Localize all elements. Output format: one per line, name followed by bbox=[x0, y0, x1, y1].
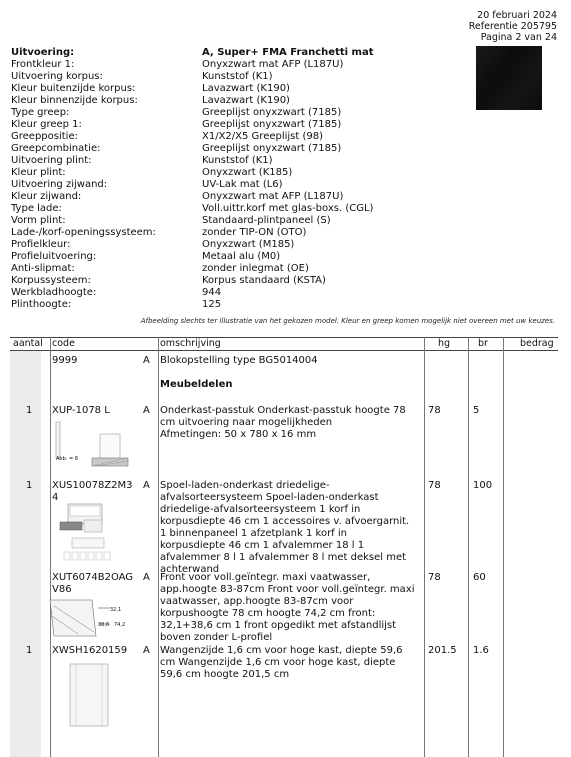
item-variant: A bbox=[143, 480, 150, 491]
spec-label: Profielkleur: bbox=[11, 239, 71, 250]
spec-row bbox=[11, 95, 471, 107]
spec-row bbox=[11, 251, 471, 263]
spec-value: zonder inlegmat (OE) bbox=[202, 263, 309, 274]
item-height: 78 bbox=[428, 572, 441, 583]
item-variant: A bbox=[143, 572, 150, 583]
spec-label: Kleur binnenzijde korpus: bbox=[11, 95, 138, 106]
spec-label: Kleur buitenzijde korpus: bbox=[11, 83, 136, 94]
item-description: Wangenzijde 1,6 cm voor hoge kast, diepte 59,6 cm Wangenzijde 1,6 cm voor hoge kast, diepte 59,6 cm hoogte 201,5 cm bbox=[160, 645, 403, 680]
th-hg: hg bbox=[438, 338, 451, 349]
item-code: 9999 bbox=[52, 355, 78, 366]
th-bedrag: bedrag bbox=[520, 338, 554, 349]
spec-value: Voll.uittr.korf met glas-boxs. (CGL) bbox=[202, 203, 374, 214]
spec-label: Greepcombinatie: bbox=[11, 143, 101, 154]
table-header bbox=[10, 337, 558, 351]
filler-panel-thumbnail bbox=[42, 420, 132, 473]
item-code: XUT6074B2OAGV86 bbox=[52, 572, 134, 595]
illustration-note: Afbeelding slechts ter illustratie van het gekozen model. Kleur en greep komen mogelijk niet overeen met uw keuzes. bbox=[140, 317, 555, 325]
drawer-cabinet-thumbnail bbox=[42, 500, 132, 575]
item-description: Blokopstelling type BG5014004 bbox=[160, 355, 318, 366]
item-code: XUP-1078 L bbox=[52, 405, 110, 416]
spec-label: Type greep: bbox=[11, 107, 70, 118]
item-quantity: 1 bbox=[26, 405, 33, 416]
spec-heading-label: Uitvoering: bbox=[11, 47, 75, 58]
item-height: 78 bbox=[428, 405, 441, 416]
spec-row bbox=[11, 203, 471, 215]
spec-row bbox=[11, 83, 471, 95]
spec-label: Profieluitvoering: bbox=[11, 251, 97, 262]
spec-row bbox=[11, 59, 471, 71]
spec-row bbox=[11, 131, 471, 143]
spec-heading-value: A, Super+ FMA Franchetti mat bbox=[202, 47, 374, 58]
col-divider bbox=[424, 337, 425, 757]
col-divider bbox=[468, 337, 469, 757]
header-reference: Referentie 205795 bbox=[468, 21, 557, 32]
item-variant: A bbox=[143, 405, 150, 416]
item-height: 78 bbox=[428, 480, 441, 491]
spec-value: Kunststof (K1) bbox=[202, 155, 273, 166]
spec-value: Lavazwart (K190) bbox=[202, 83, 290, 94]
col-divider bbox=[503, 337, 504, 757]
spec-row bbox=[11, 299, 471, 311]
spec-value: Kunststof (K1) bbox=[202, 71, 273, 82]
spec-row bbox=[11, 143, 471, 155]
item-quantity: 1 bbox=[26, 480, 33, 491]
spec-label: Uitvoering plint: bbox=[11, 155, 92, 166]
spec-label: Kleur plint: bbox=[11, 167, 66, 178]
spec-value: Greeplijst onyxzwart (7185) bbox=[202, 143, 342, 154]
spec-value: Lavazwart (K190) bbox=[202, 95, 290, 106]
spec-value: Onyxzwart mat AFP (L187U) bbox=[202, 191, 344, 202]
spec-value: UV-Lak mat (L6) bbox=[202, 179, 283, 190]
dishwasher-front-thumbnail bbox=[42, 596, 132, 643]
spec-value: Greeplijst onyxzwart (7185) bbox=[202, 107, 342, 118]
spec-value: Onyxzwart mat AFP (L187U) bbox=[202, 59, 344, 70]
th-code: code bbox=[52, 338, 75, 349]
spec-label: Frontkleur 1: bbox=[11, 59, 75, 70]
side-panel-thumbnail bbox=[42, 660, 132, 733]
spec-value: 125 bbox=[202, 299, 222, 310]
spec-value: Metaal alu (M0) bbox=[202, 251, 281, 262]
item-code: XUS10078Z2M34 bbox=[52, 480, 133, 503]
spec-label: Plinthoogte: bbox=[11, 299, 72, 310]
spec-row bbox=[11, 263, 471, 275]
header-date: 20 februari 2024 bbox=[477, 10, 557, 21]
item-quantity: 1 bbox=[26, 645, 33, 656]
spec-value: Greeplijst onyxzwart (7185) bbox=[202, 119, 342, 130]
thumbnail-label: 38,6 bbox=[98, 622, 110, 628]
front-color-swatch bbox=[476, 46, 542, 110]
section-title-text: Meubeldelen bbox=[160, 379, 233, 390]
item-height: 201.5 bbox=[428, 645, 457, 656]
th-aantal: aantal bbox=[13, 338, 43, 349]
spec-row bbox=[11, 119, 471, 131]
spec-value: Standaard-plintpaneel (S) bbox=[202, 215, 331, 226]
spec-row bbox=[11, 107, 471, 119]
spec-value: Korpus standaard (KSTA) bbox=[202, 275, 326, 286]
header-page: Pagina 2 van 24 bbox=[480, 32, 557, 43]
spec-label: Uitvoering korpus: bbox=[11, 71, 103, 82]
thumbnail-label: 74,2 bbox=[114, 622, 126, 628]
spec-row bbox=[11, 155, 471, 167]
spec-row bbox=[11, 275, 471, 287]
item-description: Onderkast-passtuk Onderkast-passtuk hoogte 78 cm uitvoering naar mogelijkheden Afmetingen: 50 x 780 x 16 mm bbox=[160, 405, 406, 440]
item-variant: A bbox=[143, 645, 150, 656]
item-width: 100 bbox=[473, 480, 493, 491]
spec-label: Vorm plint: bbox=[11, 215, 66, 226]
spec-heading bbox=[11, 47, 471, 59]
spec-label: Type lade: bbox=[11, 203, 62, 214]
item-description: Front voor voll.geïntegr. maxi vaatwasser, app.hoogte 83-87cm Front voor voll.geïntegr. maxi vaatwasser, app.hoogte 83-87cm voor korpushoogte 78 cm hoogte 74,2 cm front: 32,1+38,6 cm 1 front opgedikt met afstandlijst boven zonder L-profiel bbox=[160, 572, 415, 643]
th-br: br bbox=[478, 338, 488, 349]
spec-value: X1/X2/X5 Greeplijst (98) bbox=[202, 131, 324, 142]
item-width: 1.6 bbox=[473, 645, 489, 656]
spec-label: Greeppositie: bbox=[11, 131, 78, 142]
spec-row bbox=[11, 191, 471, 203]
spec-label: Korpussysteem: bbox=[11, 275, 91, 286]
item-width: 60 bbox=[473, 572, 486, 583]
col-divider bbox=[158, 337, 159, 757]
spec-label: Anti-slipmat: bbox=[11, 263, 75, 274]
item-variant: A bbox=[143, 355, 150, 366]
item-code: XWSH1620159 bbox=[52, 645, 128, 656]
spec-value: Onyxzwart (M185) bbox=[202, 239, 295, 250]
spec-label: Werkbladhoogte: bbox=[11, 287, 97, 298]
spec-label: Lade-/korf-openingssysteem: bbox=[11, 227, 156, 238]
spec-label: Kleur greep 1: bbox=[11, 119, 82, 130]
spec-value: Onyxzwart (K185) bbox=[202, 167, 293, 178]
th-omschrijving: omschrijving bbox=[160, 338, 221, 349]
spec-row bbox=[11, 167, 471, 179]
spec-row bbox=[11, 239, 471, 251]
spec-row bbox=[11, 287, 471, 299]
document-header bbox=[469, 10, 557, 43]
spec-label: Kleur zijwand: bbox=[11, 191, 82, 202]
spec-row bbox=[11, 215, 471, 227]
thumbnail-label: 32,1 bbox=[110, 607, 122, 613]
spec-row bbox=[11, 71, 471, 83]
thumbnail-label: Abb. = 8 bbox=[56, 456, 78, 462]
spec-row bbox=[11, 227, 471, 239]
item-description: Spoel-laden-onderkast driedelige-afvalsorteersysteem Spoel-laden-onderkast driedelige-afvalsorteersysteem 1 korf in korpusdiepte 46 cm 1 accessoires v. afvoergarnit. 1 binnenpaneel 1 afzetplank 1 korf in korpusdiepte 46 cm 1 afvalemmer 18 l 1 afvalemmer 8 l 1 afvalemmer 8 l met deksel met achterwand bbox=[160, 480, 410, 575]
spec-value: 944 bbox=[202, 287, 222, 298]
item-width: 5 bbox=[473, 405, 480, 416]
spec-list bbox=[11, 47, 471, 311]
spec-label: Uitvoering zijwand: bbox=[11, 179, 108, 190]
spec-value: zonder TIP-ON (OTO) bbox=[202, 227, 307, 238]
spec-row bbox=[11, 179, 471, 191]
